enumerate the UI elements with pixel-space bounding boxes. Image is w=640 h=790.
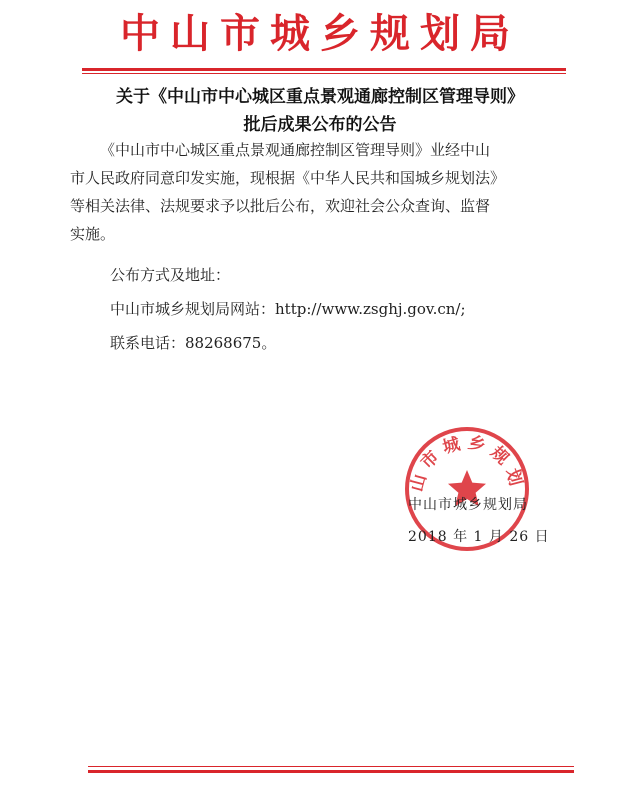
footer-rule-thick bbox=[88, 770, 574, 773]
publish-method-label: 公布方式及地址： bbox=[110, 266, 231, 284]
letterhead-rule-thin bbox=[82, 73, 566, 74]
letterhead-rule-thick bbox=[82, 68, 566, 71]
body-paragraph bbox=[70, 136, 570, 248]
phone-line: 联系电话：88268675。 bbox=[110, 334, 277, 352]
paragraph-line: 等相关法律、法规要求予以批后公布，欢迎社会公众查询、监督 bbox=[70, 197, 491, 215]
document-title-line2: 批后成果公布的公告 bbox=[243, 115, 397, 135]
letterhead-org-name: 中山市城乡规划局 bbox=[120, 11, 520, 57]
paragraph-line: 《中山市中心城区重点景观通廊控制区管理导则》业经中山 bbox=[100, 141, 491, 159]
document-title-line1: 关于《中山市中心城区重点景观通廊控制区管理导则》 bbox=[116, 87, 524, 107]
website-line: 中山市城乡规划局网站：http://www.zsghj.gov.cn/; bbox=[110, 300, 466, 318]
signature-date: 2018 年 1 月 26 日 bbox=[408, 529, 550, 545]
signature-org: 中山市城乡规划局 bbox=[408, 497, 528, 513]
paragraph-line: 市人民政府同意印发实施，现根据《中华人民共和国城乡规划法》 bbox=[70, 169, 506, 187]
footer-rule-thin bbox=[88, 766, 574, 767]
seal-text: 山市城乡规划 bbox=[407, 432, 527, 494]
paragraph-line: 实施。 bbox=[70, 225, 116, 243]
